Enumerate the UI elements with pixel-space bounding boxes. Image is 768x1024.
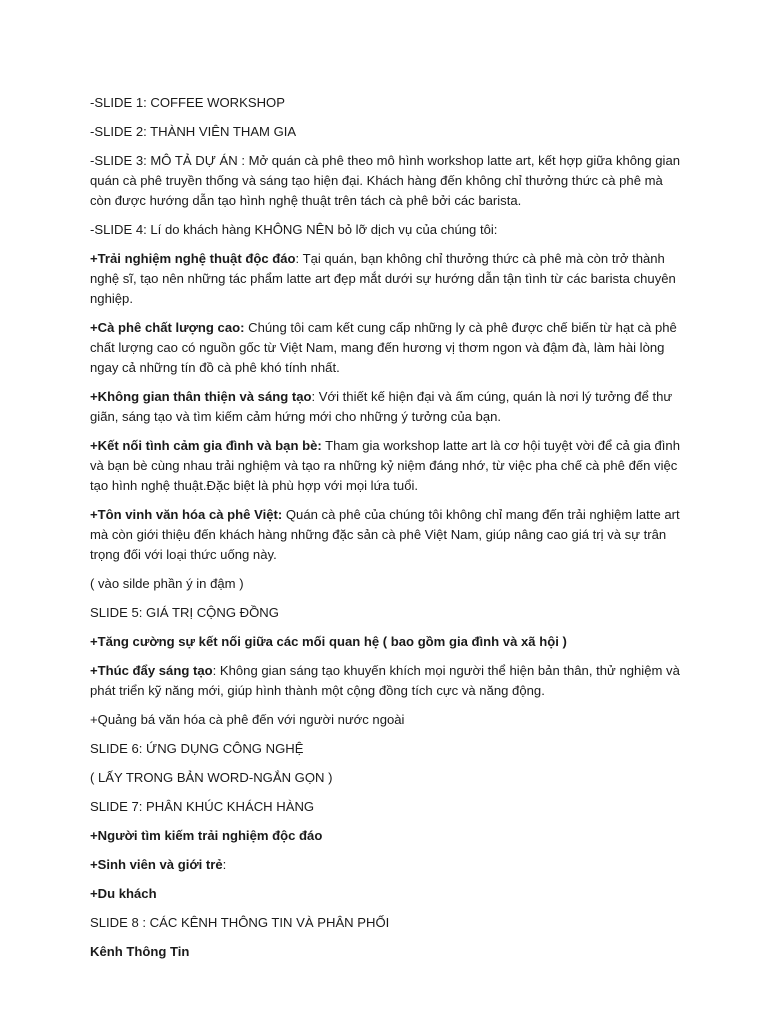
reason-quality-coffee: +Cà phê chất lượng cao: Chúng tôi cam kết cung cấp những ly cà phê được chế biến từ hạt cà phê chất lượng cao có nguồn gốc từ Việt Nam, mang đến hương vị thơm ngon và đậm đà, làm hài lòng ngay cả những tín đồ cà phê khó tính nhất.: [90, 320, 677, 375]
slide-5-heading: SLIDE 5: GIÁ TRỊ CỘNG ĐỒNG: [90, 605, 279, 620]
slide-6-heading: SLIDE 6: ỨNG DỤNG CÔNG NGHỆ: [90, 741, 304, 756]
slide-7-heading: SLIDE 7: PHÂN KHÚC KHÁCH HÀNG: [90, 799, 315, 814]
segment-students: +Sinh viên và giới trẻ:: [90, 857, 227, 872]
slide-2-heading: -SLIDE 2: THÀNH VIÊN THAM GIA: [90, 124, 297, 139]
reason-family-connection: +Kết nối tình cảm gia đình và bạn bè: Tham gia workshop latte art là cơ hội tuyệt vời để cả gia đình và bạn bè cùng nhau trải nghiệm và tạo ra những kỷ niệm đáng nhớ, từ việc pha chế cà phê đến việc tạo hình nghệ thuật.Đặc biệt là phù hợp với mọi lứa tuổi.: [90, 438, 681, 493]
document-page: [90, 93, 682, 971]
slide-3-description: -SLIDE 3: MÔ TẢ DỰ ÁN : Mở quán cà phê theo mô hình workshop latte art, kết hợp giữa không gian quán cà phê truyền thống và sáng tạo hiện đại. Khách hàng đến không chỉ thưởng thức cà phê mà còn được hướng dẫn tạo hình nghệ thuật trên tách cà phê bởi các barista.: [90, 153, 681, 208]
slide-1-heading: -SLIDE 1: COFFEE WORKSHOP: [90, 95, 285, 110]
slide-8-heading: SLIDE 8 : CÁC KÊNH THÔNG TIN VÀ PHÂN PHỐI: [90, 915, 390, 930]
value-connection: +Tăng cường sự kết nối giữa các mối quan hệ ( bao gồm gia đình và xã hội ): [90, 634, 567, 649]
slide-6-note: ( LẤY TRONG BẢN WORD-NGẮN GỌN ): [90, 770, 333, 785]
reason-vietnamese-culture: +Tôn vinh văn hóa cà phê Việt: Quán cà phê của chúng tôi không chỉ mang đến trải nghiệm latte art mà còn giới thiệu đến khách hàng những đặc sản cà phê Việt Nam, giúp nâng cao giá trị và sự trân trọng đối với loại thức uống này.: [90, 507, 680, 562]
reason-friendly-space: +Không gian thân thiện và sáng tạo: Với thiết kế hiện đại và ấm cúng, quán là nơi lý tưởng để thư giãn, sáng tạo và tìm kiếm cảm hứng mới cho những ý tưởng của bạn.: [90, 389, 673, 424]
value-creativity: +Thúc đẩy sáng tạo: Không gian sáng tạo khuyến khích mọi người thể hiện bản thân, thử nghiệm và phát triển kỹ năng mới, giúp hình thành một cộng đồng tích cực và năng động.: [90, 663, 680, 698]
reason-art-experience: +Trải nghiệm nghệ thuật độc đáo: Tại quán, bạn không chỉ thưởng thức cà phê mà còn trở thành nghệ sĩ, tạo nên những tác phẩm latte art đẹp mắt dưới sự hướng dẫn tận tình từ các barista chuyên nghiệp.: [90, 251, 676, 306]
info-channel-heading: Kênh Thông Tin: [90, 944, 190, 959]
segment-tourists: +Du khách: [90, 886, 157, 901]
segment-experience-seekers: +Người tìm kiếm trải nghiệm độc đáo: [90, 828, 323, 843]
slide-4-heading: -SLIDE 4: Lí do khách hàng KHÔNG NÊN bỏ lỡ dịch vụ của chúng tôi:: [90, 222, 498, 237]
slide-note: ( vào silde phần ý in đậm ): [90, 576, 244, 591]
value-promotion: +Quảng bá văn hóa cà phê đến với người nước ngoài: [90, 712, 405, 727]
